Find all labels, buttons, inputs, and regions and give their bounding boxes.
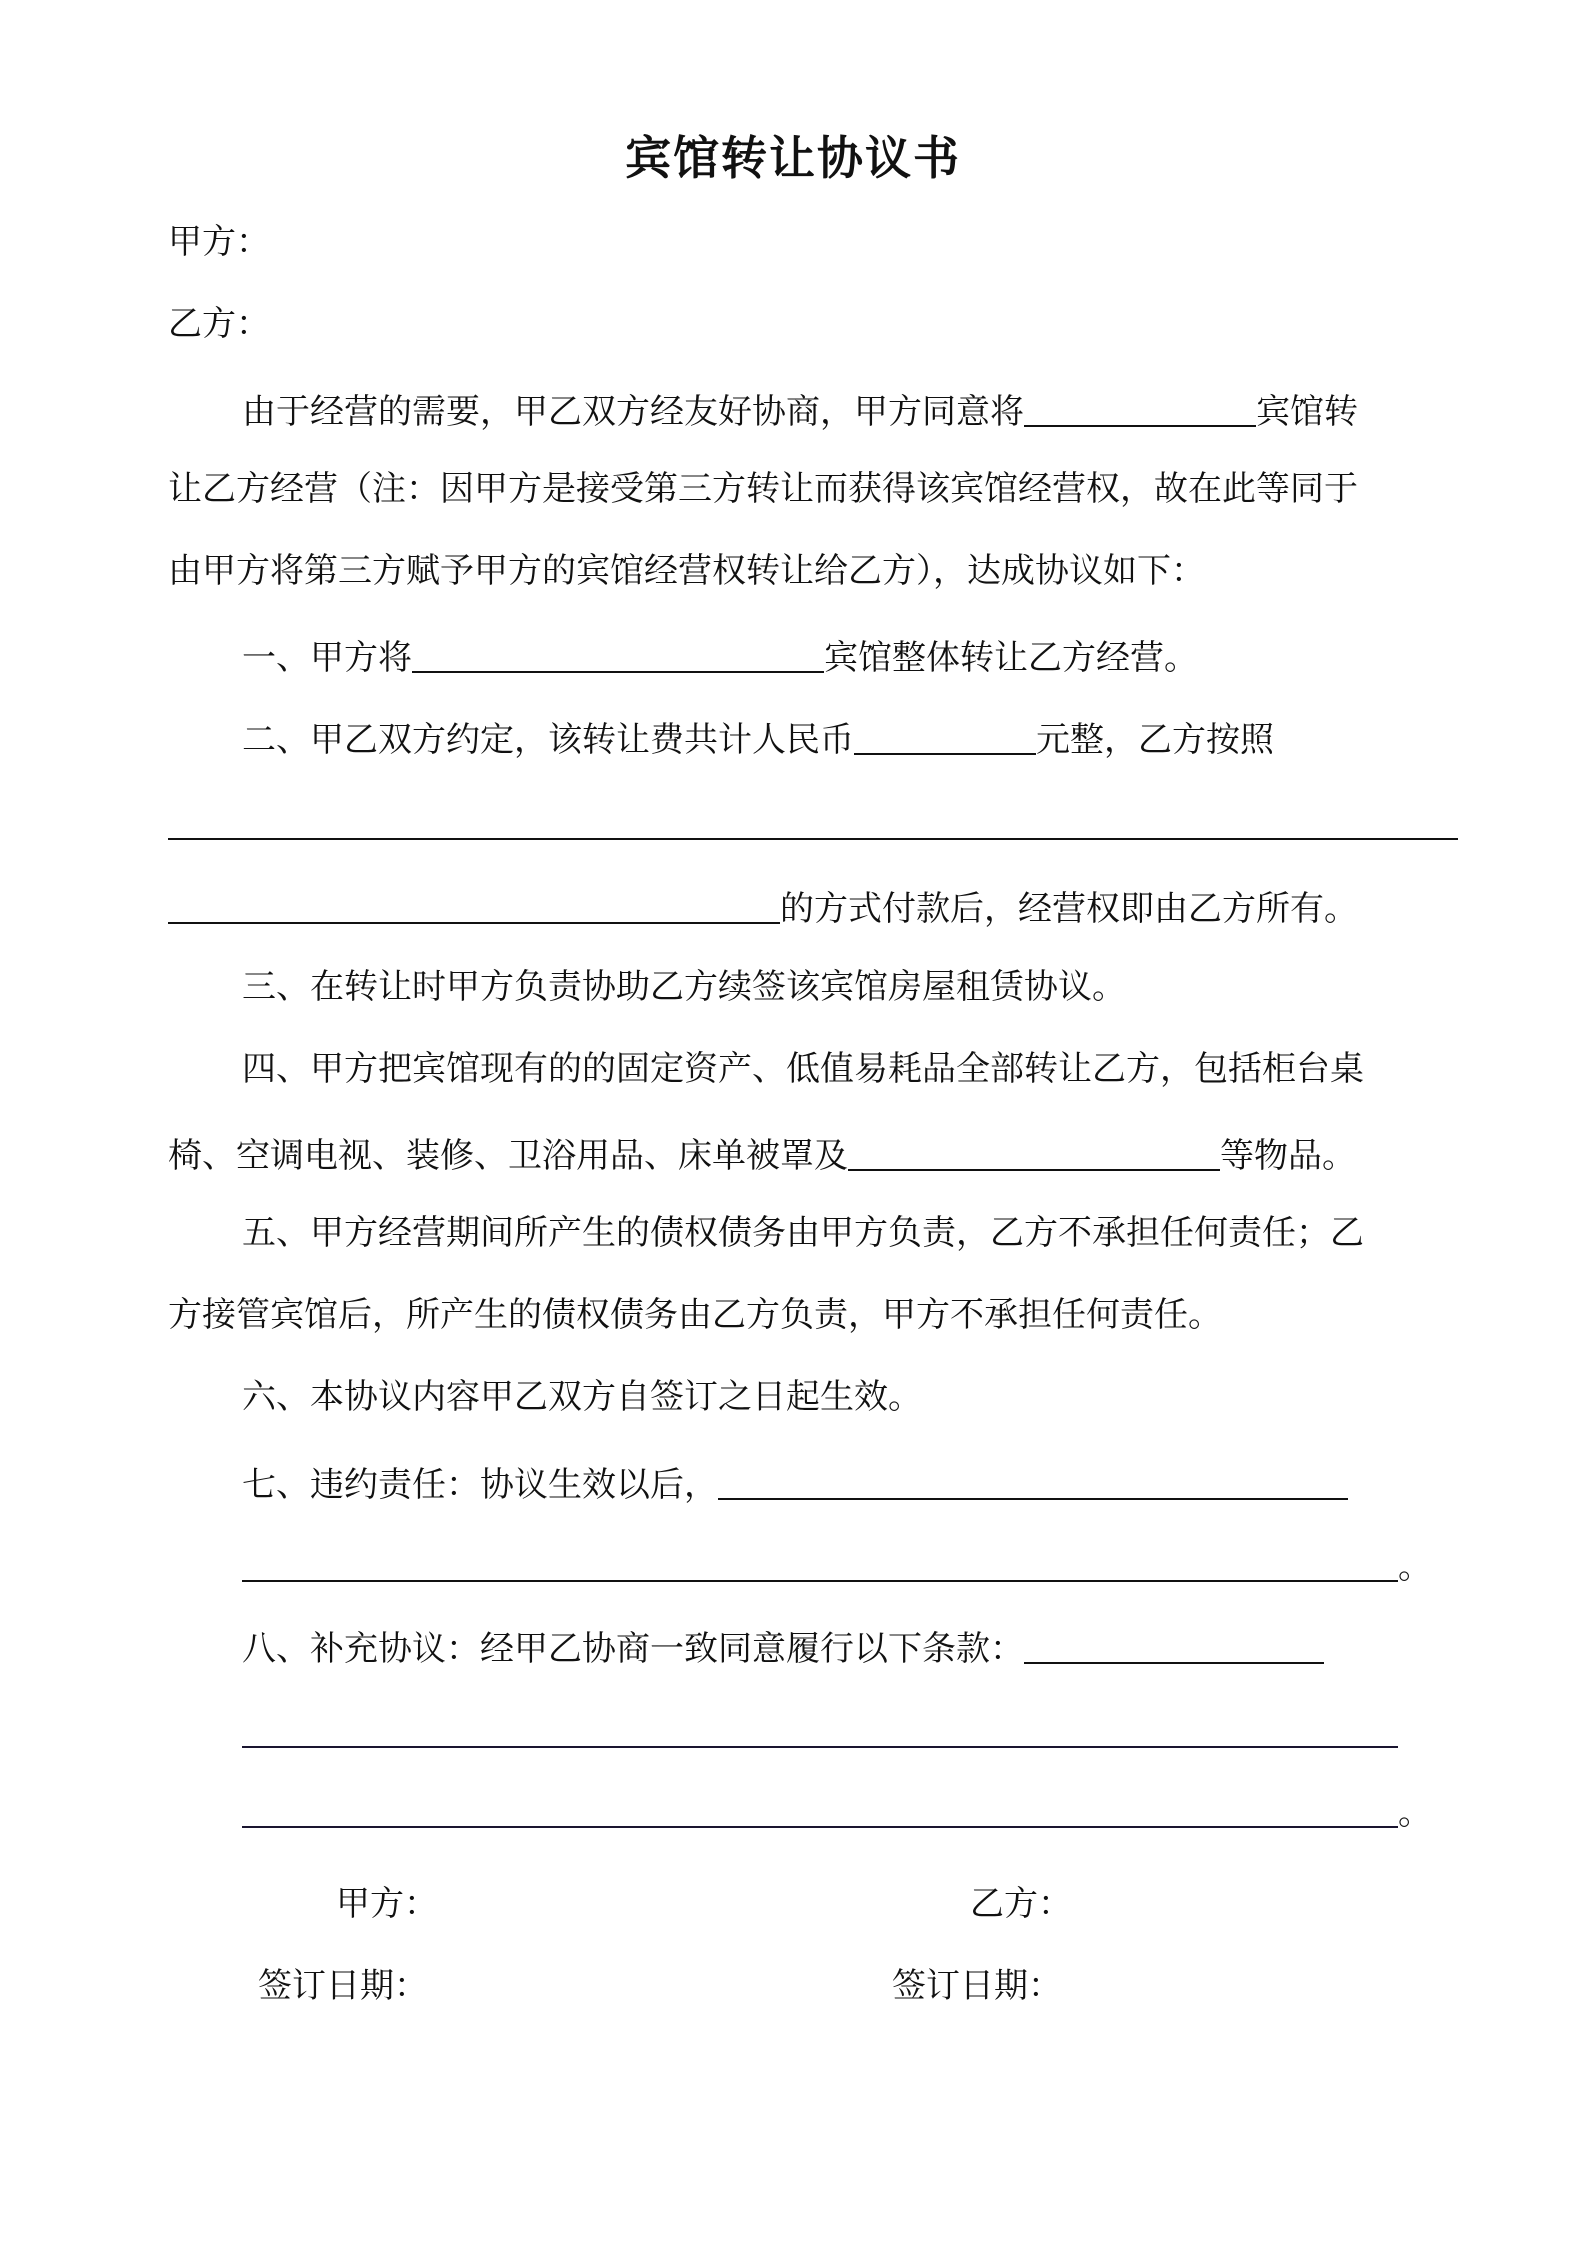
signature-date-a: 签订日期： — [258, 1966, 428, 2006]
clause-8-end: 。 — [1398, 1793, 1432, 1833]
clause-2-line-3 — [168, 882, 1358, 931]
party-a-label: 甲方： — [168, 222, 270, 262]
intro-text-1b: 宾馆转 — [1256, 392, 1358, 432]
clause-1 — [242, 631, 1198, 680]
breach-liability-blank-2[interactable] — [242, 1544, 1398, 1582]
document-title: 宾馆转让协议书 — [625, 131, 961, 185]
clause-5-line-2: 方接管宾馆后，所产生的债权债务由乙方负责，甲方不承担任何责任。 — [168, 1295, 1222, 1335]
clause-7-end: 。 — [1398, 1547, 1432, 1587]
clause-8-line-3 — [242, 1786, 1432, 1835]
clause-8-text-a: 八、补充协议：经甲乙协商一致同意履行以下条款： — [242, 1629, 1024, 1669]
clause-5-line-1: 五、甲方经营期间所产生的债权债务由甲方负责，乙方不承担任何责任；乙 — [242, 1213, 1364, 1253]
supplement-blank-3[interactable] — [242, 1790, 1398, 1828]
clause-1-hotel-blank[interactable] — [412, 635, 824, 673]
party-b-label: 乙方： — [168, 304, 270, 344]
clause-2-text-b: 元整，乙方按照 — [1036, 720, 1274, 760]
clause-7-line-1 — [242, 1458, 1348, 1507]
clause-4-line-2 — [168, 1129, 1356, 1178]
clause-1-text-a: 一、甲方将 — [242, 638, 412, 678]
payment-method-blank-line-1[interactable] — [168, 838, 1458, 840]
items-blank[interactable] — [848, 1133, 1220, 1171]
clause-6: 六、本协议内容甲乙双方自签订之日起生效。 — [242, 1377, 922, 1417]
clause-4-text-b: 等物品。 — [1220, 1136, 1356, 1176]
signature-party-b: 乙方： — [970, 1884, 1072, 1924]
signature-date-b: 签订日期： — [892, 1966, 1062, 2006]
clause-2-text-c: 的方式付款后，经营权即由乙方所有。 — [780, 889, 1358, 929]
clause-7-text-a: 七、违约责任：协议生效以后， — [242, 1465, 718, 1505]
clause-2-text-a: 二、甲乙双方约定，该转让费共计人民币 — [242, 720, 854, 760]
payment-method-blank-line-2[interactable] — [168, 886, 780, 924]
signature-party-a: 甲方： — [336, 1884, 438, 1924]
clause-3: 三、在转让时甲方负责协助乙方续签该宾馆房屋租赁协议。 — [242, 967, 1126, 1007]
intro-line-2: 让乙方经营（注：因甲方是接受第三方转让而获得该宾馆经营权，故在此等同于 — [168, 469, 1358, 509]
intro-text-1a: 由于经营的需要，甲乙双方经友好协商，甲方同意将 — [242, 392, 1024, 432]
intro-line-3: 由甲方将第三方赋予甲方的宾馆经营权转让给乙方），达成协议如下： — [168, 551, 1205, 591]
supplement-blank-2[interactable] — [242, 1746, 1398, 1748]
clause-8-line-1 — [242, 1622, 1324, 1671]
clause-7-line-2 — [242, 1540, 1432, 1589]
clause-4-line-1: 四、甲方把宾馆现有的的固定资产、低值易耗品全部转让乙方，包括柜台桌 — [242, 1049, 1364, 1089]
clause-1-text-b: 宾馆整体转让乙方经营。 — [824, 638, 1198, 678]
hotel-name-blank[interactable] — [1024, 389, 1256, 427]
breach-liability-blank-1[interactable] — [718, 1462, 1348, 1500]
supplement-blank-1[interactable] — [1024, 1626, 1324, 1664]
clause-4-text-a: 椅、空调电视、装修、卫浴用品、床单被罩及 — [168, 1136, 848, 1176]
transfer-fee-blank[interactable] — [854, 717, 1036, 755]
intro-line-1 — [242, 385, 1358, 434]
clause-2-line-1 — [242, 713, 1274, 762]
